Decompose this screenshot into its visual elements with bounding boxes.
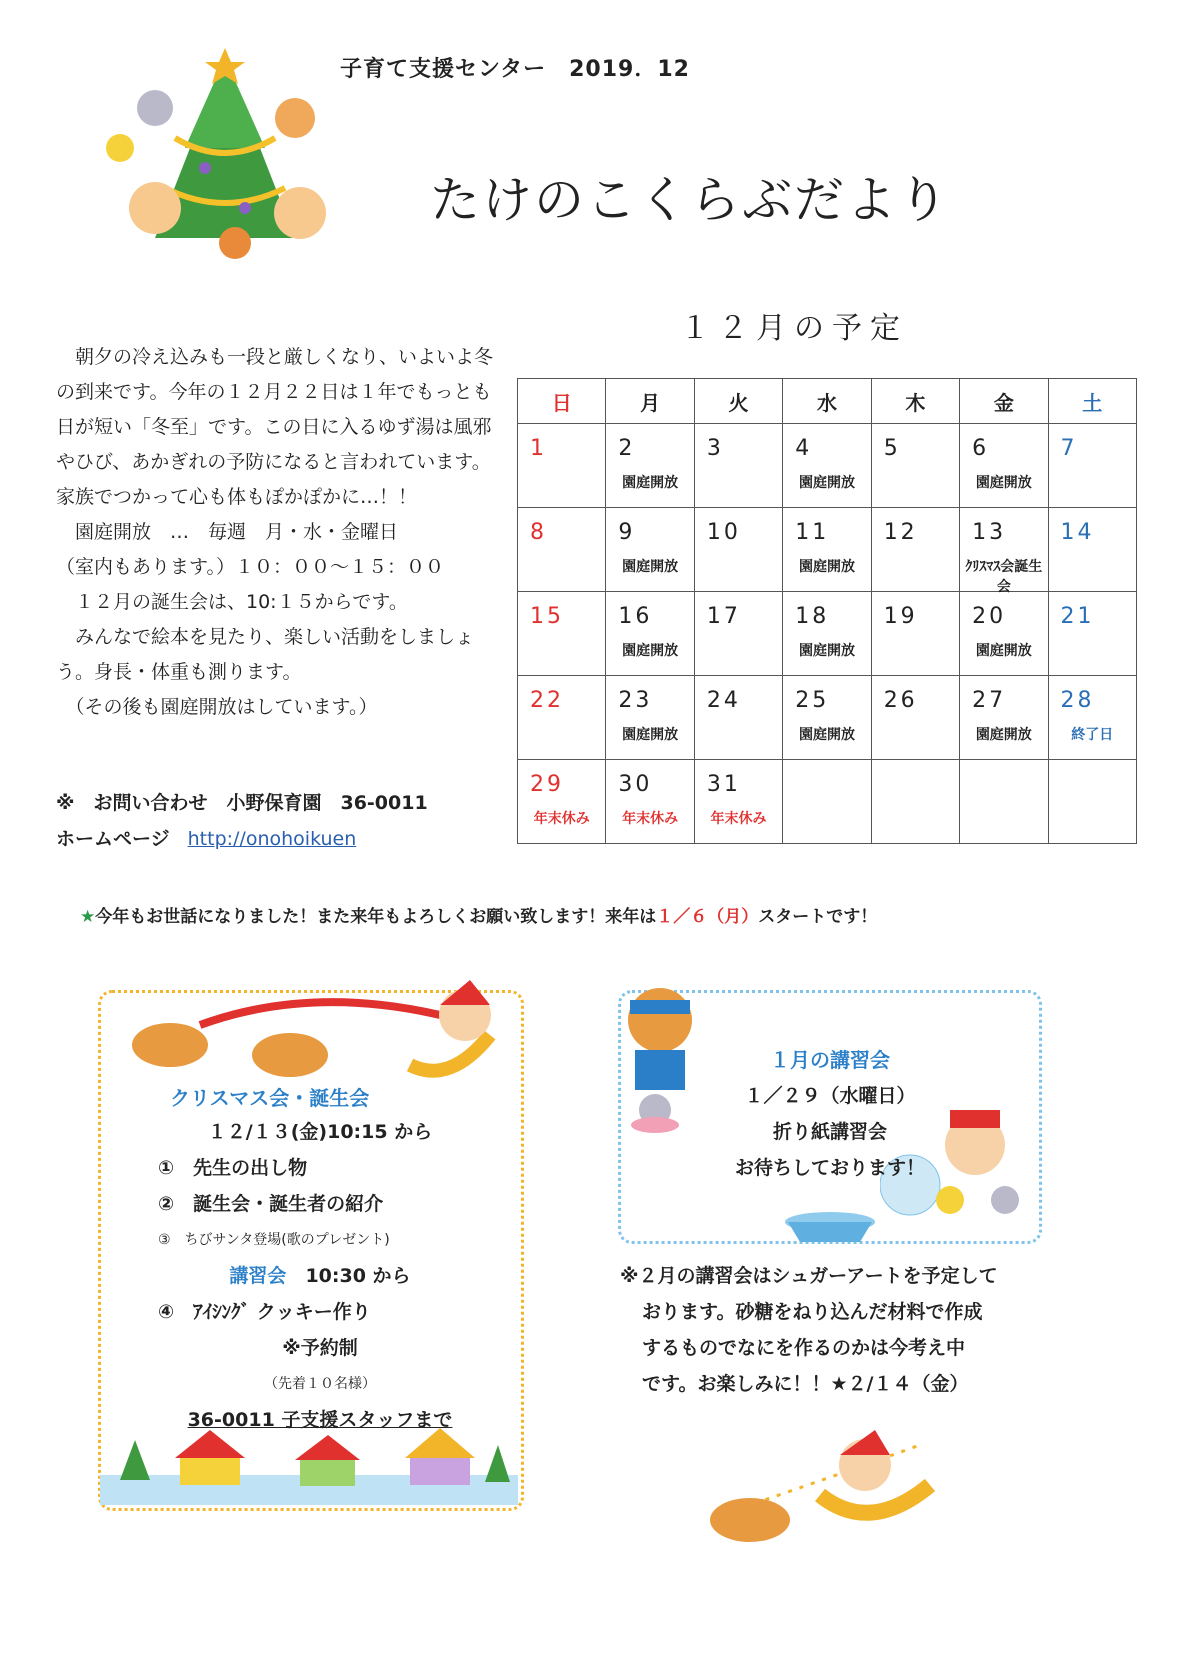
- calendar-day-cell: [1048, 592, 1136, 676]
- banner-text-2: スタートです！: [758, 907, 878, 927]
- feb-line-1: ※２月の講習会はシュガーアートを予定して: [620, 1265, 998, 1287]
- calendar-week-row: [518, 676, 1137, 760]
- calendar-day-cell: [871, 592, 959, 676]
- feb-line-4: です。お楽しみに！！★２/１４（金）: [642, 1373, 969, 1395]
- calendar-day-cell: [518, 508, 606, 592]
- weekday-sat: 土: [1048, 379, 1136, 424]
- jan-title: １月の講習会: [770, 1048, 890, 1072]
- calendar-day-cell: [1048, 508, 1136, 592]
- calendar-day-note: 年末休み: [710, 811, 767, 827]
- weekday-mon: 月: [606, 379, 694, 424]
- calendar-day-cell: [783, 508, 871, 592]
- calendar-day-cell: [871, 676, 959, 760]
- xmas-item-1: ① 先生の出し物: [158, 1157, 308, 1179]
- calendar-day-cell: [871, 760, 959, 844]
- calendar-day-number: 20: [972, 604, 1007, 629]
- lecture-line: [130, 1258, 510, 1294]
- winter-village-icon: [100, 1420, 518, 1505]
- intro-paragraph: （室内もあります。）１０：００～１５：００: [56, 556, 444, 578]
- calendar-day-number: 24: [706, 688, 741, 713]
- calendar-day-number: 6: [972, 436, 990, 461]
- calendar-day-number: 15: [530, 604, 564, 629]
- calendar-day-number: 26: [883, 688, 918, 713]
- calendar: [517, 378, 1137, 844]
- calendar-day-cell: [606, 760, 694, 844]
- calendar-day-note: 園庭開放: [798, 643, 855, 659]
- homepage-label: ホームページ: [56, 828, 170, 850]
- limit-note: （先着１０名様）: [264, 1376, 376, 1392]
- calendar-day-note: 園庭開放: [622, 475, 679, 491]
- calendar-day-number: 27: [972, 688, 1007, 713]
- calendar-day-cell: [1048, 676, 1136, 760]
- weekday-wed: 水: [783, 379, 871, 424]
- calendar-day-cell: [783, 424, 871, 508]
- calendar-day-cell: [783, 760, 871, 844]
- calendar-week-row: [518, 592, 1137, 676]
- calendar-day-note: 園庭開放: [975, 727, 1032, 743]
- calendar-day-number: 23: [618, 688, 653, 713]
- weekday-thu: 木: [871, 379, 959, 424]
- calendar-day-cell: [606, 592, 694, 676]
- christmas-tree-illustration: [95, 48, 355, 263]
- intro-paragraph: 園庭開放 … 毎週 月・水・金曜日: [56, 521, 399, 543]
- basin-icon: [780, 1210, 880, 1245]
- calendar-day-cell: [960, 508, 1048, 595]
- banner-text-1: 今年もお世話になりました！また来年もよろしくお願い致します！来年は: [95, 907, 657, 927]
- calendar-day-number: 14: [1060, 520, 1095, 545]
- star-icon: ★: [80, 907, 96, 927]
- reindeer-santa-icon: [110, 975, 520, 1095]
- xmas-title: クリスマス会・誕生会: [170, 1086, 370, 1110]
- calendar-day-number: 22: [530, 688, 564, 713]
- xmas-datetime: １２/１３(金)10:15 から: [207, 1121, 433, 1143]
- calendar-day-number: 16: [618, 604, 653, 629]
- calendar-day-note: 園庭開放: [798, 475, 855, 491]
- jan-event: 折り紙講習会: [772, 1121, 887, 1143]
- calendar-day-number: 1: [530, 436, 547, 461]
- calendar-day-cell: [694, 592, 782, 676]
- calendar-day-cell: [783, 592, 871, 676]
- intro-paragraph: １２月の誕生会は、10:１５からです。: [56, 591, 408, 613]
- calendar-day-number: 30: [618, 772, 653, 797]
- calendar-day-cell: [960, 592, 1048, 676]
- feb-notice: [620, 1258, 1050, 1402]
- jan-details: [650, 1042, 1010, 1186]
- calendar-day-number: 28: [1060, 688, 1095, 713]
- calendar-day-cell: [871, 508, 959, 592]
- xmas-contact: 36-0011 子支援スタッフまで: [187, 1409, 453, 1431]
- calendar-day-number: 3: [706, 436, 724, 461]
- jan-date: １／２９（水曜日）: [744, 1085, 916, 1107]
- calendar-week-row: [518, 508, 1137, 592]
- calendar-day-number: 12: [883, 520, 918, 545]
- calendar-day-number: 17: [706, 604, 741, 629]
- calendar-day-number: 2: [618, 436, 636, 461]
- calendar-day-cell: [694, 508, 782, 592]
- calendar-heading: １２月の予定: [680, 311, 908, 346]
- calendar-day-note: 園庭開放: [622, 559, 679, 575]
- banner-date: １／６（月）: [656, 907, 759, 927]
- reservation-note: ※予約制: [282, 1337, 358, 1359]
- calendar-day-number: 21: [1060, 604, 1095, 629]
- year-end-banner: [80, 902, 877, 927]
- intro-paragraph: （その後も園庭開放はしています。）: [56, 696, 378, 718]
- lecture-title: 講習会: [229, 1265, 287, 1287]
- calendar-day-note: ｸﾘｽﾏｽ会誕生会: [965, 559, 1043, 595]
- xmas-details: [130, 1114, 510, 1438]
- calendar-day-cell: [960, 760, 1048, 844]
- calendar-day-cell: [783, 676, 871, 760]
- weekday-tue: 火: [694, 379, 782, 424]
- calendar-day-note: 園庭開放: [798, 559, 855, 575]
- intro-paragraph: みんなで絵本を見たり、楽しい活動をしましょう。身長・体重も測ります。: [56, 626, 475, 683]
- calendar-day-note: 園庭開放: [975, 643, 1032, 659]
- calendar-day-cell: [518, 424, 606, 508]
- calendar-day-cell: [606, 424, 694, 508]
- calendar-day-cell: [871, 424, 959, 508]
- calendar-day-note: 終了日: [1071, 727, 1114, 743]
- calendar-day-cell: [518, 760, 606, 844]
- calendar-day-cell: [606, 676, 694, 760]
- intro-text: [56, 340, 506, 725]
- newsletter-title: たけのこくらぶだより: [430, 171, 950, 229]
- calendar-week-row: [518, 760, 1137, 844]
- calendar-day-number: 31: [706, 772, 741, 797]
- calendar-day-number: 4: [795, 436, 813, 461]
- calendar-day-note: 園庭開放: [798, 727, 855, 743]
- calendar-day-cell: [1048, 424, 1136, 508]
- calendar-day-number: 19: [883, 604, 918, 629]
- weekday-fri: 金: [960, 379, 1048, 424]
- calendar-day-cell: [694, 676, 782, 760]
- calendar-day-cell: [960, 424, 1048, 508]
- calendar-day-number: 5: [883, 436, 901, 461]
- feb-line-3: するものでなにを作るのかは今考え中: [642, 1337, 966, 1359]
- intro-paragraph: 朝夕の冷え込みも一段と厳しくなり、いよいよ冬の到来です。今年の１２月２２日は１年でもっとも日が短い「冬至」です。この日に入るゆず湯は風邪やひび、あかぎれの予防になると言われています。家族でつかって心も体もぽかぽかに…！！: [56, 346, 494, 508]
- calendar-day-number: 11: [795, 520, 830, 545]
- contact-block: [56, 785, 428, 857]
- lecture-time: 10:30 から: [305, 1265, 411, 1287]
- calendar-day-note: 園庭開放: [622, 643, 679, 659]
- calendar-day-number: 8: [530, 520, 547, 545]
- contact-phone: ※ お問い合わせ 小野保育園 36-0011: [56, 792, 428, 814]
- calendar-day-cell: [606, 508, 694, 592]
- homepage-line: [56, 821, 428, 857]
- org-date: 子育て支援センター 2019．12: [340, 57, 690, 82]
- weekday-sun: 日: [518, 379, 606, 424]
- calendar-day-number: 7: [1060, 436, 1078, 461]
- calendar-day-number: 13: [972, 520, 1007, 545]
- calendar-day-note: 年末休み: [622, 811, 679, 827]
- homepage-link[interactable]: http://onohoikuen: [187, 828, 357, 850]
- calendar-day-cell: [960, 676, 1048, 760]
- calendar-day-number: 18: [795, 604, 830, 629]
- weekday-row: [518, 379, 1137, 424]
- calendar-day-note: 園庭開放: [622, 727, 679, 743]
- santa-sleigh-icon: [690, 1425, 950, 1555]
- jan-wait: お待ちしております！: [734, 1157, 925, 1179]
- calendar-day-number: 9: [618, 520, 636, 545]
- calendar-day-number: 10: [706, 520, 741, 545]
- calendar-day-cell: [1048, 760, 1136, 844]
- xmas-item-3: ③ ちびサンタ登場(歌のプレゼント): [158, 1232, 390, 1248]
- calendar-day-number: 25: [795, 688, 830, 713]
- calendar-day-cell: [694, 424, 782, 508]
- calendar-day-note: 園庭開放: [975, 475, 1032, 491]
- xmas-item-2: ② 誕生会・誕生者の紹介: [158, 1193, 384, 1215]
- calendar-day-cell: [518, 592, 606, 676]
- xmas-item-4: ④ ｱｲｼﾝｸﾞ クッキー作り: [158, 1301, 371, 1323]
- calendar-day-note: 年末休み: [533, 811, 590, 827]
- calendar-day-cell: [518, 676, 606, 760]
- calendar-week-row: [518, 424, 1137, 508]
- feb-line-2: おります。砂糖をねり込んだ材料で作成: [642, 1301, 983, 1323]
- calendar-day-cell: [694, 760, 782, 844]
- calendar-day-number: 29: [530, 772, 564, 797]
